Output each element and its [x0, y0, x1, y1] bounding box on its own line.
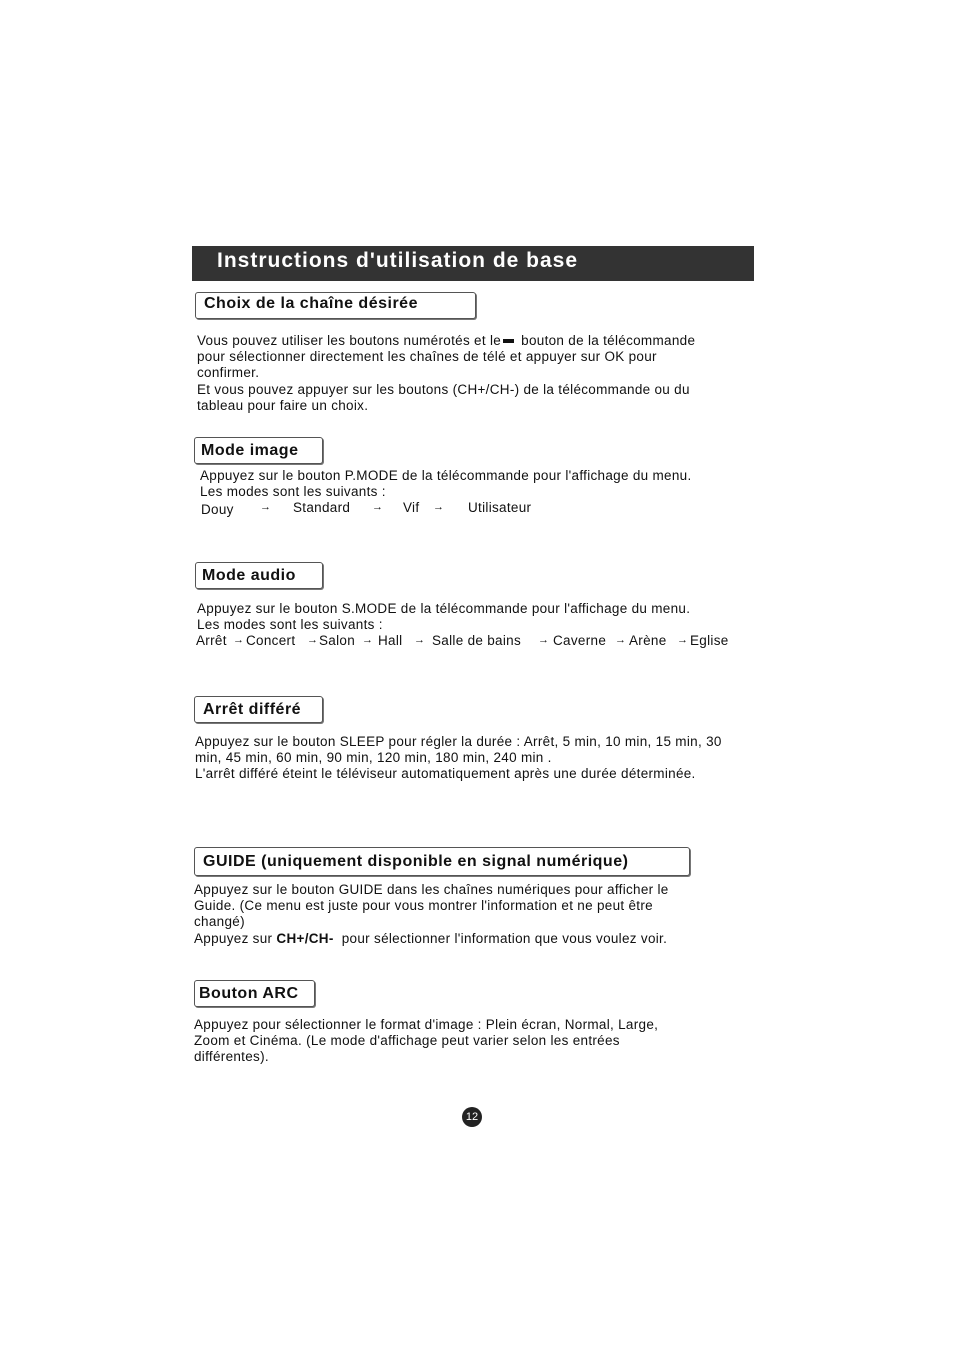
- picture-mode-sequence: [0, 500, 954, 518]
- arrow-right-icon: →: [538, 634, 550, 646]
- audio-mode-sequence: [0, 633, 954, 651]
- section-title-sleep: Arrêt différé: [194, 696, 323, 723]
- arrow-right-icon: →: [677, 634, 689, 646]
- mode-item: Salle de bains: [432, 633, 522, 648]
- page-header: [192, 246, 754, 281]
- arrow-right-icon: →: [260, 501, 272, 513]
- guide-paragraph: Appuyez sur le bouton GUIDE dans les chaînes numériques pour afficher le Guide. (Ce menu est juste pour vous montrer l'information et ne peut être changé) Appuyez sur CH+/CH- pour sélectionner l'information que vous voulez voir.: [194, 882, 669, 946]
- mode-item: Salon: [319, 633, 356, 648]
- mode-item: Caverne: [553, 633, 607, 648]
- section-title-arc: Bouton ARC: [194, 980, 315, 1007]
- arrow-right-icon: →: [414, 634, 426, 646]
- mode-item: Hall: [378, 633, 403, 648]
- sleep-paragraph: Appuyez sur le bouton SLEEP pour régler la durée : Arrêt, 5 min, 10 min, 15 min, 30 min, 45 min, 60 min, 90 min, 120 min, 180 min, 240 min . L'arrêt différé éteint le téléviseur automatiquement après une durée déterminée.: [195, 734, 722, 782]
- section-title-picture-mode: Mode image: [194, 437, 323, 464]
- channel-paragraph: Vous pouvez utiliser les boutons numérotés et le bouton de la télécommande pour sélectionner directement les chaînes de télé et appuyer sur OK pour confirmer. Et vous pouvez appuyer sur les boutons (CH+/CH-) de la télécommande ou du tableau pour faire un choix.: [197, 333, 696, 413]
- page-title: Instructions d'utilisation de base: [217, 249, 579, 272]
- arrow-right-icon: →: [233, 634, 245, 646]
- arrow-right-icon: →: [307, 634, 319, 646]
- arrow-right-icon: →: [433, 501, 445, 513]
- section-title-channel: Choix de la chaîne désirée: [195, 292, 476, 319]
- picture-mode-paragraph: Appuyez sur le bouton P.MODE de la télécommande pour l'affichage du menu. Les modes sont les suivants :: [200, 468, 692, 500]
- section-title-guide: GUIDE (uniquement disponible en signal numérique): [194, 847, 690, 876]
- mode-item: Eglise: [690, 633, 729, 648]
- ch-button-label: CH+/CH-: [276, 930, 334, 946]
- arc-paragraph: Appuyez pour sélectionner le format d'image : Plein écran, Normal, Large, Zoom et Cinéma. (Le mode d'affichage peut varier selon les entrées différentes).: [194, 1017, 659, 1065]
- mode-item: Concert: [246, 633, 296, 648]
- page-number: 12: [462, 1107, 482, 1127]
- mode-item: Utilisateur: [468, 500, 532, 515]
- arrow-right-icon: →: [372, 501, 384, 513]
- minus-button-icon: [503, 339, 514, 343]
- mode-item: Arène: [629, 633, 667, 648]
- arrow-right-icon: →: [615, 634, 627, 646]
- section-title-audio-mode: Mode audio: [195, 562, 323, 589]
- audio-mode-paragraph: Appuyez sur le bouton S.MODE de la télécommande pour l'affichage du menu. Les modes sont les suivants :: [197, 601, 691, 633]
- mode-item: Arrêt: [196, 633, 227, 648]
- mode-item: Standard: [293, 500, 351, 515]
- mode-item: Douy: [201, 502, 234, 517]
- mode-item: Vif: [403, 500, 420, 515]
- arrow-right-icon: →: [362, 634, 374, 646]
